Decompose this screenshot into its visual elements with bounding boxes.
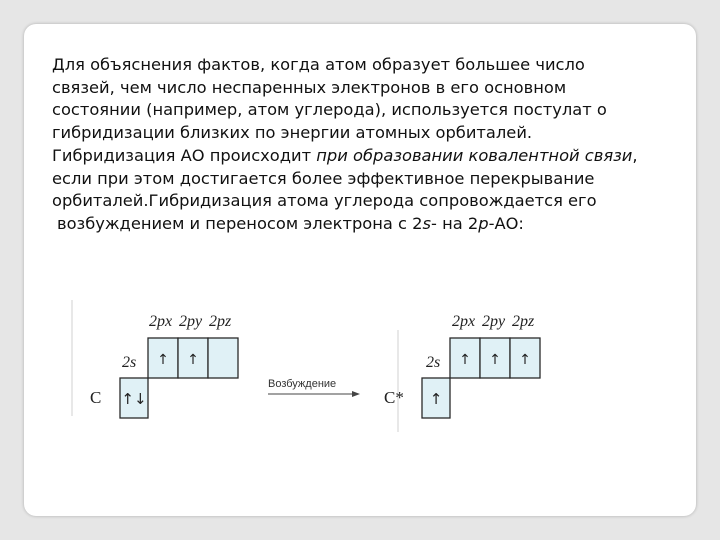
text-fragment: -АО: — [488, 213, 524, 233]
left-2pz-cell — [208, 338, 238, 378]
left-2px-label: 2px — [149, 313, 173, 330]
text-line: Для объяснения фактов, когда атом образует большее число — [52, 55, 585, 74]
right-2px-label: 2px — [452, 313, 476, 330]
italic-p: p — [478, 213, 489, 233]
italic-phrase: при образовании ковалентной связи — [316, 145, 633, 165]
left-2px-electron: ↑ — [157, 352, 169, 368]
text-line: если при этом достигается более эффективное перекрывание — [52, 168, 595, 188]
text-fragment: , — [632, 145, 638, 165]
right-2pz-electron: ↑ — [519, 352, 531, 368]
right-2px-electron: ↑ — [459, 352, 471, 368]
left-2py-electron: ↑ — [187, 352, 199, 368]
left-2pz-label: 2pz — [209, 313, 232, 330]
text-line: гибридизации близких по энергии атомных орбиталей. — [52, 123, 533, 143]
text-fragment: - на 2 — [431, 213, 479, 233]
right-2pz-label: 2pz — [512, 313, 535, 330]
slide — [24, 24, 696, 516]
right-2s-electron: ↑ — [429, 390, 443, 408]
right-2py-electron: ↑ — [489, 352, 501, 368]
right-2py-label: 2py — [482, 313, 506, 330]
text-fragment: Гибридизация АО происходит — [52, 145, 317, 165]
text-line: состоянии (например, атом углерода), используется постулат о — [52, 100, 607, 120]
left-2py-label: 2py — [179, 313, 203, 330]
excitation-diagram — [24, 24, 696, 516]
right-2s-label: 2s — [426, 354, 441, 371]
text-fragment: возбуждением и переносом электрона с 2 — [57, 213, 423, 233]
excitation-label: Возбуждение — [268, 378, 337, 390]
text-line: орбиталей.Гибридизация атома углерода сопровождается его — [52, 191, 597, 211]
text-line: связей, чем число неспаренных электронов в его основном — [52, 77, 567, 97]
italic-s: s — [422, 213, 432, 233]
left-atom-symbol: C — [90, 388, 102, 407]
left-2s-label: 2s — [122, 354, 137, 371]
left-2s-electrons: ↑↓ — [121, 390, 147, 408]
excitation-arrowhead — [352, 391, 360, 397]
right-atom-symbol: C* — [384, 388, 404, 407]
